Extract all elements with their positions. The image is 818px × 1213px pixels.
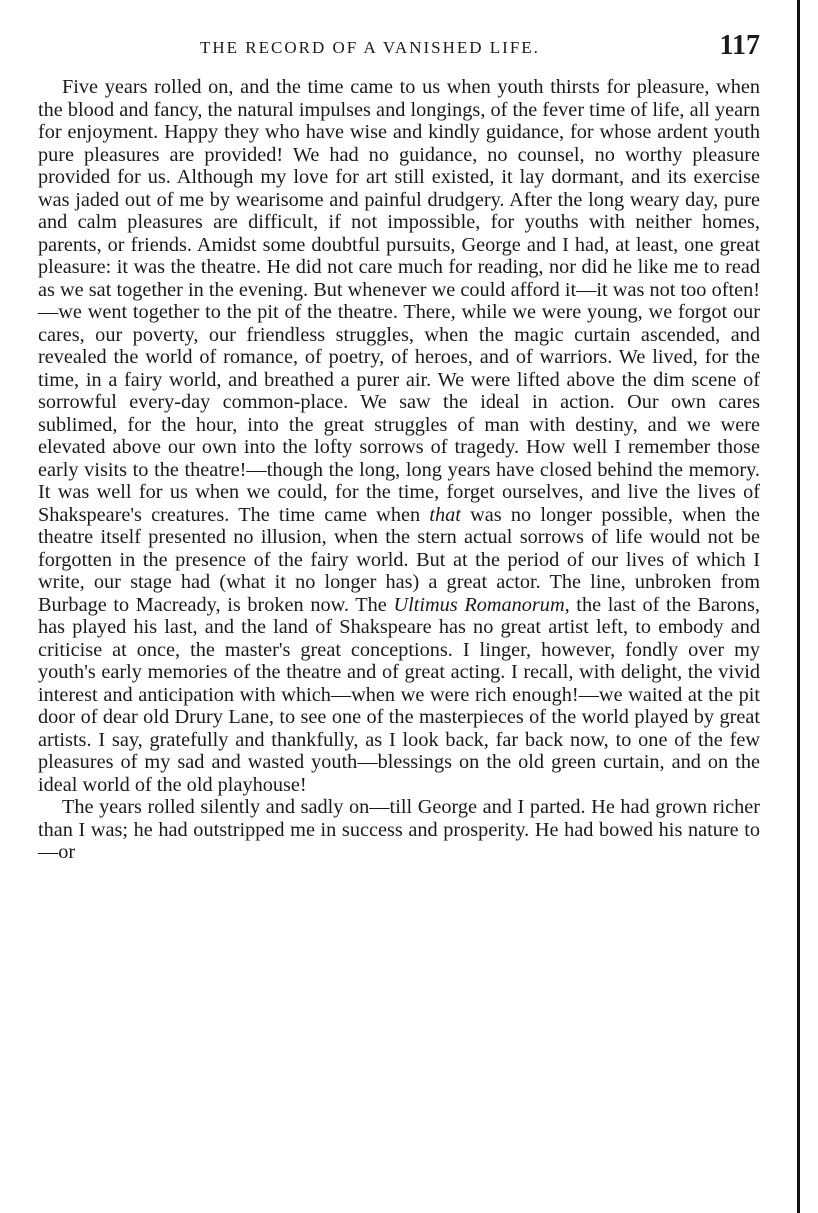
book-page (38, 30, 760, 864)
running-title: THE RECORD OF A VANISHED LIFE. (200, 38, 540, 57)
paragraph-1-text-a: Five years rolled on, and the time came to us when youth thirsts for pleasure, when the blood and fancy, the natural impulses and longings, of the fever time of life, all yearn for enjoyment. Happy they who have wise and kindly guidance, for whose ardent youth pure pleasures are provided! We had no guidance, no counsel, no worthy pleasure provided for us. Although my love for art still existed, it lay dormant, and its exercise was jaded out of me by wearisome and painful drudgery. After the long weary day, pure and calm pleasures are difficult, if not impossible, for youths with neither homes, parents, or friends. Amidst some doubtful pursuits, George and I had, at least, one great pleasure: it was the theatre. He did not care much for reading, nor did he like me to read as we sat together in the evening. But whenever we could afford it—it was not too often!—we went together to the pit of the theatre. There, while we were young, we forgot our cares, our poverty, our friendless struggles, when the magic curtain ascended, and revealed the world of romance, of poetry, of heroes, and of warriors. We lived, for the time, in a fairy world, and breathed a purer air. We were lifted above the dim scene of sorrowful every-day common-place. We saw the ideal in action. Our own cares sublimed, for the hour, into the great struggles of man with destiny, and we were elevated above our own into the lofty sorrows of tragedy. How well I remember those early visits to the theatre!—though the long, long years have closed behind the memory. It was well for us when we could, for the time, forget ourselves, and live the lives of Shakspeare's creatures. The time came when (38, 76, 760, 526)
italic-that: that (429, 503, 461, 526)
page-edge-rule (797, 0, 800, 1213)
paragraph-1 (38, 76, 760, 796)
paragraph-1-text-b: was no longer possible, when the theatre itself presented no illusion, when the stern actual sorrows of life would not be forgotten in the presence of the fairy world. But at the period of our lives of which I write, our stage had (what it no longer has) a great actor. The line, unbroken from Burbage to Macready, is broken now. The (38, 503, 760, 616)
italic-ultimus-romanorum: Ultimus Romanorum, (393, 593, 570, 616)
page-header (38, 30, 760, 66)
paragraph-1-text-c: the last of the Barons, has played his last, and the land of Shakspeare has no great artist left, to embody and criticise at once, the master's great conceptions. I linger, however, fondly over my youth's early memories of the theatre and of great acting. I recall, with delight, the vivid interest and anticipation with which—when we were rich enough!—we waited at the pit door of dear old Drury Lane, to see one of the masterpieces of the world played by great artists. I say, gratefully and thankfully, as I look back, far back now, to one of the few pleasures of my sad and wasted youth—blessings on the old green curtain, and on the ideal world of the old playhouse! (38, 593, 760, 796)
page-number: 117 (719, 30, 760, 61)
paragraph-2: The years rolled silently and sadly on—till George and I parted. He had grown richer than I was; he had outstripped me in success and prosperity. He had bowed his nature to—or (38, 796, 760, 863)
